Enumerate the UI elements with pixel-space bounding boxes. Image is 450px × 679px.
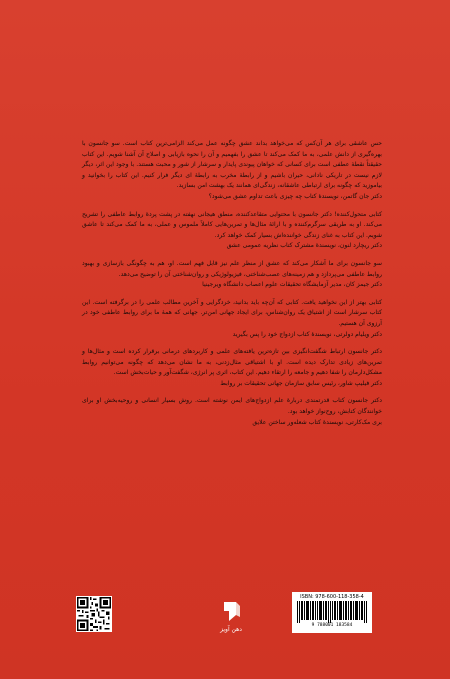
publisher-name: دهن آویز [220,626,242,633]
endorsement-4 [82,298,382,340]
endorsement-6 [82,396,382,428]
endorsement-quote: کتابی متحول‌کننده! دکتر جانسون با محتوایی متقاعدکننده، منطق هیجانی نهفته در پشت پردهٔ روابط عاطفی را تشریح می‌کند. او به طریقی سرگرم‌کننده و با ارائهٔ مثال‌ها و تمرین‌هایی کاملاً ملموس و عملی، به ما کمک می‌کند تا عاشق شویم. این کتاب به غنای زندگی خواننده‌اش بسیار کمک خواهد کرد. [82,210,382,239]
endorsement-quote: سو جانسون برای ما آشکار می‌کند که عشق از منظر علم نیز قابل فهم است. او، هم به چگونگی بازسازی و بهبود روابط عاطفی می‌پردازد و هم زمینه‌های عصب‌شناختی، فیزیولوژیکی و روان‌شناختی آن را توضیح می‌دهد. [82,259,382,278]
barcode-icon [295,601,369,623]
endorsement-quote: دکتر جانسون کتاب قدرتمندی دربارهٔ علم ازدواج‌های ایمن نوشته است. روش بسیار انسانی و روحیه‌بخش او برای خوانندگان کتابش، روح‌نواز خواهد بود. [82,397,382,416]
qr-code-icon [77,597,111,631]
isbn-label: ISBN: 978-600-118-358-4 [300,594,364,600]
isbn-barcode [292,592,372,633]
endorsement-author: دکتر ویلیام دولرتی، نویسندهٔ کتاب ازدواج خود را پس بگیرید [232,330,382,338]
endorsement-author: دکتر جان گاتمن، نویسندهٔ کتاب چه چیزی باعث تداوم عشق می‌شود؟ [208,192,382,200]
endorsements [82,139,382,435]
endorsement-2 [82,210,382,252]
endorsement-5 [82,347,382,389]
publisher-logo-icon [218,599,244,625]
endorsement-3 [82,259,382,291]
endorsement-1 [82,139,382,203]
endorsement-quote: دکتر جانسون ارتباط شگفت‌انگیزی بین تازه‌ترین یافته‌های علمی و کاربردهای درمانی برقرار کرده است و مثال‌ها و تمرین‌های زیادی تدارک دیده است. او با اشتیاقی مثال‌زدنی، به ما نشان می‌دهد که چگونه می‌توانیم روابط مشکل‌دارمان را شفا دهیم و جامعه را ارتقاء دهیم. این کتاب، اثری پر انرژی، شگفت‌آور و حیات‌بخش است. [82,348,382,377]
endorsement-author: دکتر ریچارد لنون، نویسندهٔ مشترک کتاب نظریه عمومی عشق [226,242,382,250]
endorsement-author: دکتر فیلیپ شاور، رئیس سابق سازمان جهانی تحقیقات بر روابط [220,379,382,387]
endorsement-quote: کتابی بهتر از این نخواهید یافت. کتابی که آن‌چه باید بدانید، خردگرایی و آخرین مطالب علمی را در برگرفته است. این کتاب سرشار است از اشتیاق یک روان‌شناس، برای ایجاد جهانی امن‌تر. جهانی که همهٔ ما برای روابط عاطفی خود در آرزوی آن هستیم. [82,298,382,327]
endorsement-author: بری مک‌کارتی، نویسندهٔ کتاب شعله‌ور ساختن علایق [252,418,382,426]
endorsement-quote: حس عاشقی برای هر آن‌کس که می‌خواهد بداند عشق چگونه عمل می‌کند الزامی‌ترین کتاب است. سو جانسون با بهره‌گیری از دانش علمی، به ما کمک می‌کند تا عشق را بفهمیم و آن را نحوه بازیابی و اصلاح آن آشنا شویم. این کتاب حقیقتاً نقطهٔ عطفی است برای کسانی که خواهان پیوندی پایدار و سرشار از شور و محبت هستند. با وجود این اثر، دیگر لازم نیست در تاریکی نادانی، حیران باشیم و از رابطهٔ مخرب به رابطهٔ ای دیگر فرار کنیم. این کتاب را بخوانید و بیاموزید که چگونه برای ارتباطی عاشقانه، زندگی‌ای همانند یک بهشت امن بسازید. [82,140,382,190]
barcode-digits: 9 788001 183584 [311,623,353,628]
qr-code [76,596,112,632]
endorsement-author: دکتر جیمز کان، مدیر آزمایشگاه تحقیقات علوم اعصاب دانشگاه ویرجینیا [202,281,382,289]
